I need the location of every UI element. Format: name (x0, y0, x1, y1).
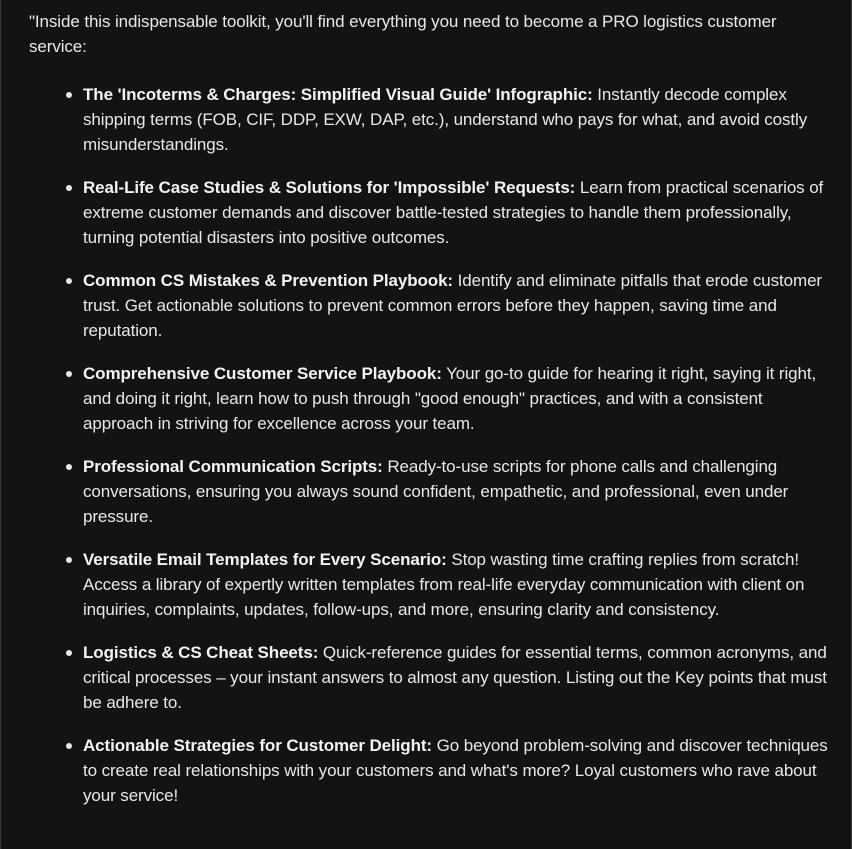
item-title: Real-Life Case Studies & Solutions for 'Impossible' Requests: (83, 178, 576, 197)
list-item (83, 268, 835, 343)
bullet-icon (66, 371, 72, 377)
bullet-icon (66, 743, 72, 749)
item-text: Your go-to guide for hearing it right, saying it right, and doing it right, learn how to push through "good enough" practices, and with a consistent approach in striving for excellence across your team. (83, 364, 817, 433)
bullet-icon (66, 557, 72, 563)
item-text: Identify and eliminate pitfalls that erode customer trust. Get actionable solutions to prevent common errors before they happen, saving time and reputation. (83, 271, 822, 340)
list-item (83, 175, 835, 250)
list-item (83, 733, 835, 808)
item-title: Professional Communication Scripts: (83, 457, 383, 476)
bullet-icon (66, 650, 72, 656)
list-item (83, 454, 835, 529)
item-text: Learn from practical scenarios of extreme customer demands and discover battle-tested strategies to handle them professionally, turning potential disasters into positive outcomes. (83, 178, 824, 247)
feature-list (83, 82, 835, 826)
item-text: Quick-reference guides for essential terms, common acronyms, and critical processes – your instant answers to almost any question. Listing out the Key points that must be adhere to. (83, 643, 827, 712)
bullet-icon (66, 464, 72, 470)
bullet-icon (66, 185, 72, 191)
list-item (83, 640, 835, 715)
item-title: Actionable Strategies for Customer Delight: (83, 736, 432, 755)
item-title: Comprehensive Customer Service Playbook: (83, 364, 442, 383)
list-item (83, 547, 835, 622)
item-title: Versatile Email Templates for Every Scenario: (83, 550, 447, 569)
bullet-icon (66, 278, 72, 284)
bullet-icon (66, 92, 72, 98)
item-title: Logistics & CS Cheat Sheets: (83, 643, 319, 662)
intro-paragraph: "Inside this indispensable toolkit, you'll find everything you need to become a PRO logistics customer service: (29, 12, 777, 56)
item-text: Stop wasting time crafting replies from scratch! Access a library of expertly written templates from real-life everyday communication with client on inquiries, complaints, updates, follow-ups, and more, ensuring clarity and consistency. (83, 550, 805, 619)
list-item (83, 82, 835, 157)
item-text: Go beyond problem-solving and discover techniques to create real relationships with your customers and what's more? Loyal customers who rave about your service! (83, 736, 828, 805)
item-text: Ready-to-use scripts for phone calls and challenging conversations, ensuring you always sound confident, empathetic, and professional, even under pressure. (83, 457, 789, 526)
list-item (83, 361, 835, 436)
item-title: The 'Incoterms & Charges: Simplified Visual Guide' Infographic: (83, 85, 593, 104)
item-title: Common CS Mistakes & Prevention Playbook: (83, 271, 453, 290)
item-text: Instantly decode complex shipping terms (FOB, CIF, DDP, EXW, DAP, etc.), understand who pays for what, and avoid costly misunderstandings. (83, 85, 808, 154)
